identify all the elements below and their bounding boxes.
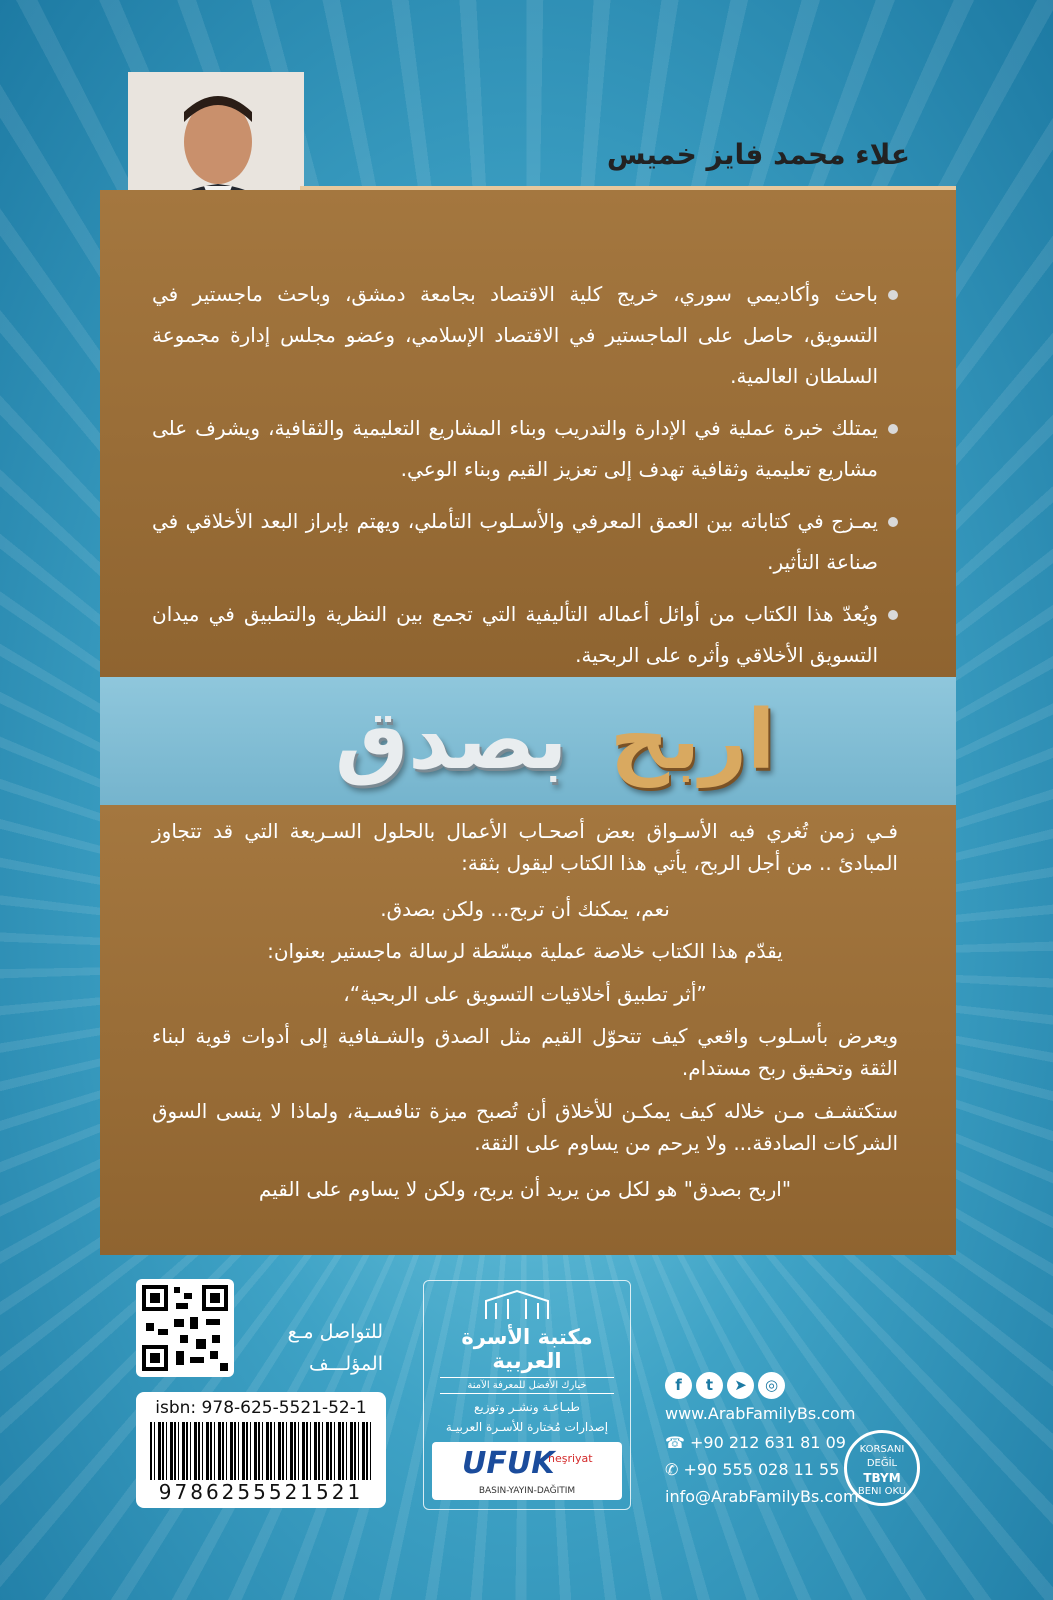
isbn-label: isbn: 978-625-5521-52-1 — [155, 1398, 367, 1418]
badge-mid: TBYM — [863, 1471, 901, 1485]
bio-item: باحث وأكاديمي سوري، خريج كلية الاقتصاد بجامعة دمشق، وباحث ماجستير في التسويق، حاصل على الماجستير في الاقتصاد الإسلامي، وعضو مجلس إدارة مجموعة السلطان العالمية. — [152, 274, 898, 397]
badge-bottom: BENI OKU — [857, 1486, 907, 1497]
phone-icon: ☎ — [665, 1433, 691, 1452]
title-word-gold: اربح — [610, 693, 776, 788]
blurb-section — [100, 805, 956, 1255]
bio-list — [100, 190, 956, 676]
blurb-paragraph: ويعرض بأسـلوب واقعي كيف تتحوّل القيم مثل الصدق والشـفافية إلى أدوات قوية لبناء الثقة وتحقيق ربح مستدام. — [152, 1024, 898, 1080]
blurb-paragraph: ستكتشـف مـن خلاله كيف يمكـن للأخلاق أن تُصبح ميزة تنافسـية، ولماذا لا ينسى السوق الشركات الصادقة... ولا يرحم من يساوم على الثقة. — [152, 1099, 898, 1155]
website-link[interactable]: www.ArabFamilyBs.com — [665, 1404, 856, 1423]
phone-line-2 — [665, 1460, 839, 1479]
barcode — [150, 1422, 372, 1480]
blurb-paragraph: فـي زمن تُغري فيه الأسـواق بعض أصحـاب الأعمال بالحلول السـريعة التي قد تتجاوز المبادئ .. من أجل الربح، يأتي هذا الكتاب ليقول بثقة: — [152, 819, 898, 875]
ufuk-subtitle: neşriyat — [548, 1452, 593, 1465]
blurb-quote: ”أثر تطبيق أخلاقيات التسويق على الربحية“، — [343, 982, 707, 1006]
phone-number: +90 555 028 11 55 — [683, 1460, 840, 1479]
telegram-icon[interactable]: ➤ — [727, 1372, 754, 1399]
qr-code[interactable] — [136, 1279, 234, 1377]
bio-item: يمتلك خبرة عملية في الإدارة والتدريب وبناء المشاريع التعليمية والثقافية، ويشرف على مشاريع تعليمية وثقافية تهدف إلى تعزيز القيم وبناء الوعي. — [152, 408, 898, 490]
twitter-icon[interactable]: t — [696, 1372, 723, 1399]
badge-top: KORSANI DEĞİL — [859, 1444, 905, 1469]
author-name: علاء محمد فايز خميس — [606, 138, 910, 171]
contact-author-label — [248, 1316, 383, 1380]
phone-line-1 — [665, 1433, 846, 1452]
publisher-service: طبـاعـة ونشـر وتوزيع — [474, 1400, 580, 1414]
title-word-silver: بصدق — [335, 693, 568, 788]
bio-item: يمـزج في كتاباته بين العمق المعرفي والأسـلوب التأملي، ويهتم بإبراز البعد الأخلاقي في صناعة التأثير. — [152, 501, 898, 583]
blurb-paragraph: نعم، يمكنك أن تربح... ولكن بصدق. — [380, 897, 670, 921]
social-icons — [665, 1372, 789, 1400]
publisher-box — [423, 1280, 631, 1510]
email-link[interactable]: info@ArabFamilyBs.com — [665, 1487, 859, 1506]
bio-item: ويُعدّ هذا الكتاب من أوائل أعماله التأليفية التي تجمع بين النظرية والتطبيق في ميدان التسويق الأخلاقي وأثره على الربحية. — [152, 594, 898, 676]
publisher-releases: إصدارات مُختارة للأسـرة العربيـة — [445, 1420, 609, 1434]
instagram-icon[interactable]: ◎ — [758, 1372, 785, 1399]
ufuk-wordmark: UFUK — [462, 1446, 555, 1481]
bio-section — [100, 190, 956, 677]
library-logo-icon — [482, 1287, 552, 1321]
contact-line: للتواصل مـع — [287, 1321, 383, 1343]
blurb-tagline: "اربح بصدق" هو لكل من يريد أن يربح، ولكن لا يساوم على القيم — [258, 1177, 792, 1201]
ufuk-tagline: BASIN-YAYIN-DAĞITIM — [478, 1486, 576, 1496]
blurb-paragraph: يقدّم هذا الكتاب خلاصة عملية مبسّطة لرسالة ماجستير بعنوان: — [267, 939, 783, 963]
whatsapp-icon: ✆ — [665, 1460, 684, 1479]
phone-number: +90 212 631 81 09 — [690, 1433, 846, 1452]
anti-piracy-badge — [844, 1430, 920, 1506]
barcode-box — [136, 1392, 386, 1508]
title-band — [100, 677, 956, 805]
contact-line: المؤلـــف — [308, 1353, 383, 1375]
ufuk-logo — [432, 1442, 622, 1500]
facebook-icon[interactable]: f — [665, 1372, 692, 1399]
publisher-slogan: خيارك الأفضل للمعرفة الآمنة — [440, 1377, 614, 1394]
barcode-digits: 9786255521521 — [158, 1480, 364, 1504]
publisher-name: مكتبة الأسرة العربية — [461, 1325, 593, 1373]
